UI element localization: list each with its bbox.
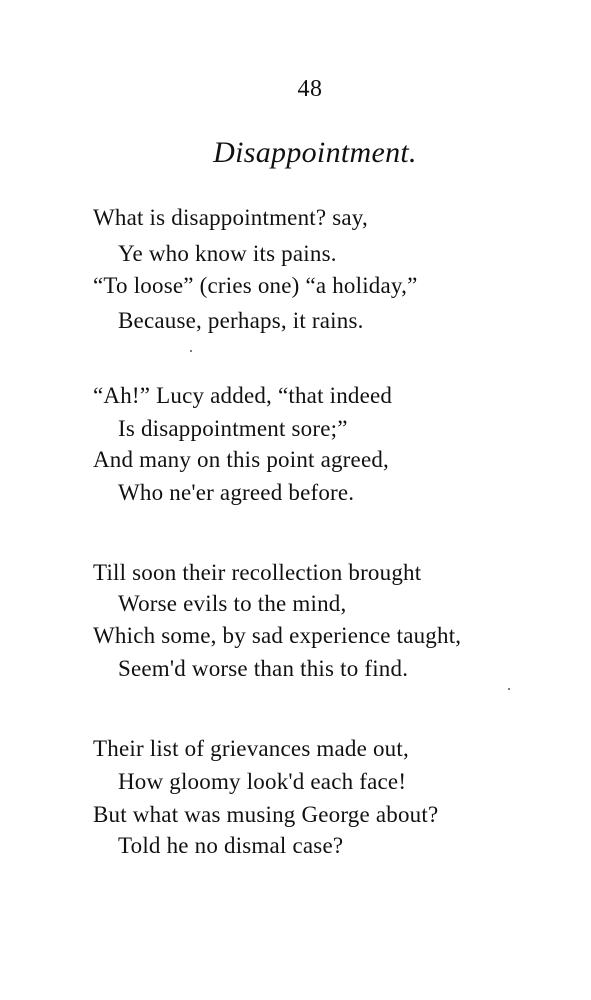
poem-line: Ye who know its pains. bbox=[118, 241, 337, 266]
poem-line: How gloomy look'd each face! bbox=[118, 769, 407, 794]
poem-line: Their list of grievances made out, bbox=[93, 736, 409, 761]
poem-line: Worse evils to the mind, bbox=[118, 591, 347, 616]
poem-line: “To loose” (cries one) “a holiday,” bbox=[93, 273, 418, 298]
poem-line: What is disappointment? say, bbox=[93, 205, 368, 230]
poem-title: Disappointment. bbox=[213, 136, 417, 169]
poem-line: Till soon their recollection brought bbox=[93, 560, 422, 585]
poem-line: “Ah!” Lucy added, “that indeed bbox=[93, 383, 393, 408]
print-speck bbox=[190, 350, 192, 352]
poem-line: Is disappointment sore;” bbox=[118, 416, 348, 441]
poem-line: Which some, by sad experience taught, bbox=[93, 623, 462, 648]
print-speck bbox=[508, 688, 510, 690]
page-number: 48 bbox=[297, 76, 323, 102]
poem-line: Who ne'er agreed before. bbox=[118, 480, 355, 505]
poem-line: And many on this point agreed, bbox=[93, 447, 390, 472]
poem-line: Because, perhaps, it rains. bbox=[118, 308, 364, 333]
poem-line: Told he no dismal case? bbox=[118, 833, 344, 858]
poem-line: Seem'd worse than this to find. bbox=[118, 656, 409, 681]
poem-line: But what was musing George about? bbox=[93, 802, 439, 827]
